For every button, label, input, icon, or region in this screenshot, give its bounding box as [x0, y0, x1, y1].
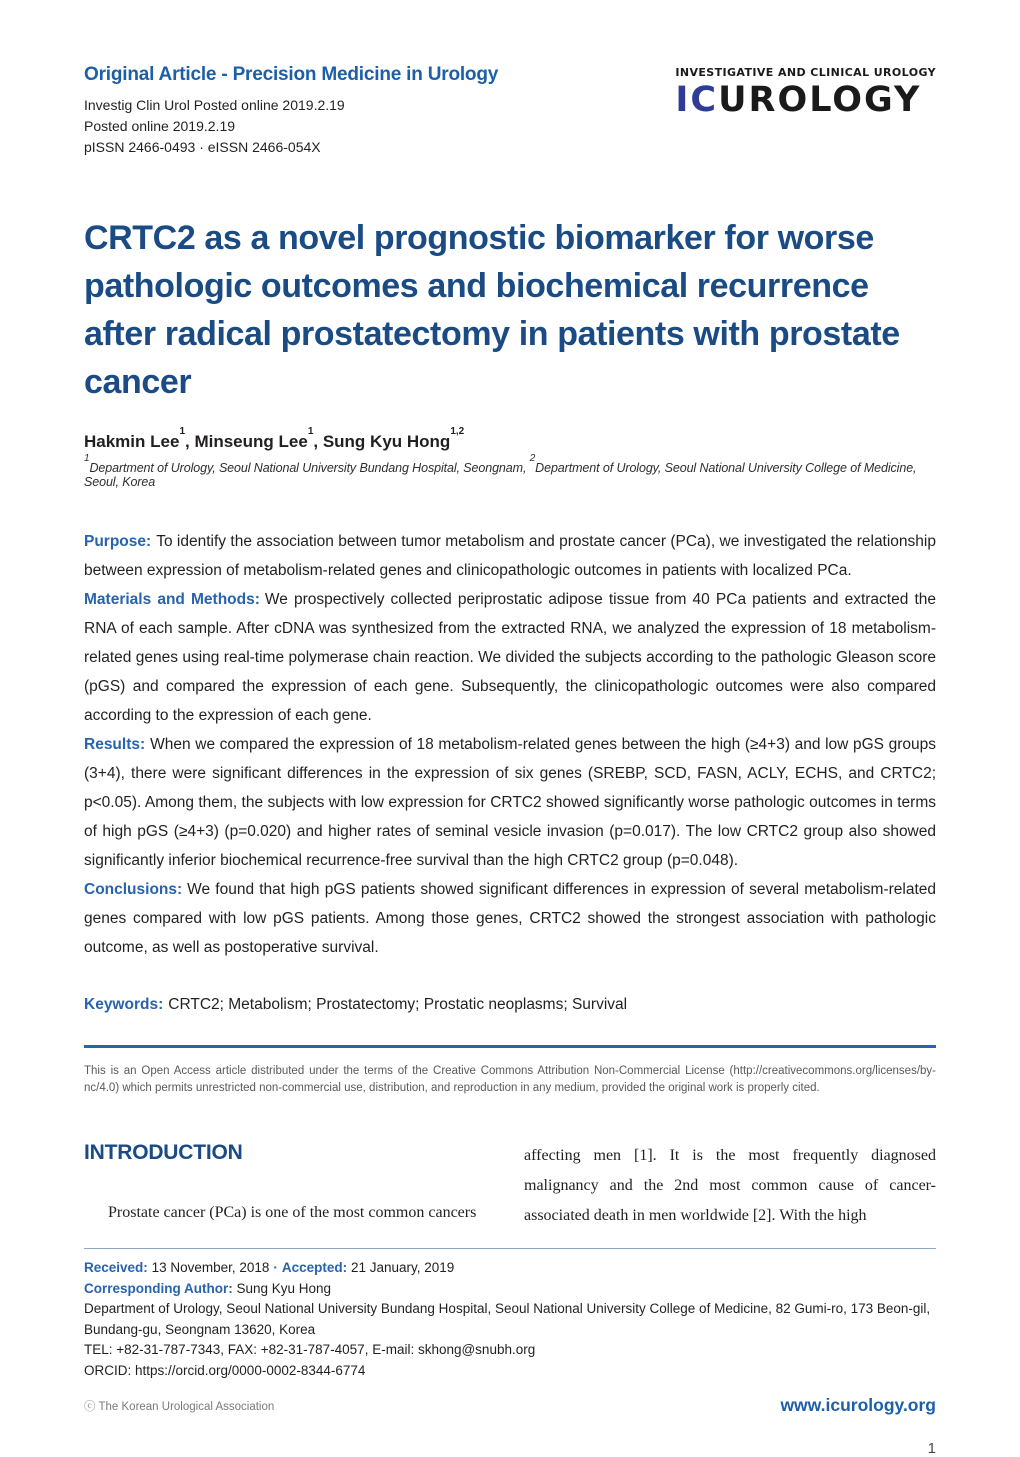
orcid-line[interactable]: ORCID: https://orcid.org/0000-0002-8344-6774 — [84, 1362, 366, 1378]
logo-tagline: INVESTIGATIVE AND CLINICAL UROLOGY — [675, 66, 936, 79]
article-title: CRTC2 as a novel prognostic biomarker for worse pathologic outcomes and biochemical recurrence after radical prostatectomy in patients with prostate cancer — [84, 219, 900, 401]
page-footer — [84, 1395, 936, 1416]
date-separator-dot: · — [273, 1260, 278, 1276]
journal-info-block — [84, 64, 498, 158]
corresponding-author-line — [84, 1279, 936, 1300]
keywords-label: Keywords: — [84, 996, 164, 1014]
results-text: When we compared the expression of 18 metabolism-related genes between the high (≥4+3) and low pGS groups (3+4), there were significant differences in the expression of six genes (SREBP, SCD, FASN, ACLY, ECHS, and CRTC2; p<0.05). Among them, the subjects with low expression for CRTC2 showed significantly worse pathologic outcomes in terms of high pGS (≥4+3) (p=0.020) and higher rates of seminal vesicle invasion (p=0.017). The low CRTC2 group also showed significantly inferior biochemical recurrence-free survival than the high CRTC2 group (p=0.048). — [84, 736, 936, 870]
logo-urology-text: UROLOGY — [718, 80, 922, 120]
abstract-results — [84, 730, 936, 875]
contact-line: TEL: +82-31-787-7343, FAX: +82-31-787-4057, E-mail: skhong@snubh.org — [84, 1342, 536, 1358]
article-type-label: Original Article - Precision Medicine in Urology — [84, 64, 499, 85]
introduction-section — [84, 1141, 936, 1231]
open-access-notice: This is an Open Access article distributed under the terms of the Creative Commons Attribution Non-Commercial License (http://creativecommons.org/licenses/by-nc/4.0) which permits unrestricted non-commercial use, distribution, and reproduction in any medium, provided the original work is properly cited. — [84, 1065, 936, 1095]
left-column — [84, 1141, 496, 1231]
issn-line: pISSN 2466-0493 · eISSN 2466-054X — [84, 139, 321, 155]
accepted-label: Accepted: — [281, 1260, 348, 1276]
posted-online-line: Posted online 2019.2.19 — [84, 118, 236, 134]
keywords-line — [84, 990, 936, 1019]
corresponding-author-label: Corresponding Author: — [84, 1280, 233, 1296]
author-2-affil-sup: 1 — [307, 426, 314, 438]
author-3: Sung Kyu Hong$^{1,2}$ — [322, 426, 465, 451]
abstract-methods — [84, 585, 936, 730]
introduction-heading: INTRODUCTION — [84, 1141, 243, 1165]
keywords-text: CRTC2; Metabolism; Prostatectomy; Prostatic neoplasms; Survival — [168, 996, 628, 1014]
accepted-date: 21 January, 2019 — [350, 1260, 455, 1276]
methods-label: Materials and Methods: — [84, 591, 260, 609]
journal-website-link[interactable]: www.icurology.org — [780, 1395, 936, 1416]
footnote-divider-rule — [84, 1248, 936, 1249]
page-header — [84, 64, 936, 158]
affiliation-1-sup: 1 — [84, 453, 90, 464]
logo-wordmark — [675, 81, 936, 119]
affiliation-1-text: Department of Urology, Seoul National University Bundang Hospital, Seongnam, — [89, 461, 530, 476]
page-number: 1 — [927, 1440, 936, 1457]
corresponding-author-name: Sung Kyu Hong — [236, 1280, 332, 1296]
results-label: Results: — [84, 736, 146, 754]
author-1-affil-sup: 1 — [179, 426, 185, 438]
journal-citation: Investig Clin Urol Posted online 2019.2.19 — [84, 97, 345, 113]
corresponding-address: Department of Urology, Seoul National University Bundang Hospital, Seoul National University College of Medicine, 82 Gumi-ro, 173 Beon-gil, Bundang-gu, Seongnam 13620, Korea — [84, 1301, 931, 1337]
abstract-conclusions — [84, 875, 936, 962]
affiliation-2-sup: 2 — [529, 453, 536, 464]
introduction-paragraph-left: Prostate cancer (PCa) is one of the most common cancers — [108, 1204, 477, 1222]
affiliation-2-text: Department of Urology, Seoul National University College of Medicine, Seoul, Korea — [84, 461, 917, 490]
author-2: Minseung Lee$^1$, — [194, 426, 323, 451]
abstract-block — [84, 527, 936, 1019]
introduction-paragraph-right: affecting men [1]. It is the most frequently diagnosed malignancy and the 2nd most common cause of cancer-associated death in men worldwide [2]. With the high — [524, 1147, 936, 1225]
section-divider-rule — [84, 1045, 936, 1048]
right-column — [524, 1141, 936, 1231]
copyright-notice: ⓒ The Korean Urological Association — [84, 1400, 275, 1413]
purpose-label: Purpose: — [84, 533, 152, 551]
authors-line — [84, 426, 936, 452]
received-accepted-line — [84, 1258, 936, 1279]
author-3-affil-sup: 1,2 — [450, 426, 465, 438]
abstract-purpose — [84, 527, 936, 585]
correspondence-block — [84, 1258, 936, 1381]
journal-logo — [675, 64, 936, 119]
conclusions-text: We found that high pGS patients showed significant differences in expression of several metabolism-related genes compared with low pGS patients. Among those genes, CRTC2 showed the strongest association with pathologic outcome, as well as postoperative survival. — [84, 881, 936, 957]
received-label: Received: — [84, 1260, 148, 1276]
logo-ic-text: IC — [675, 80, 719, 120]
purpose-text: To identify the association between tumor metabolism and prostate cancer (PCa), we investigated the relationship between expression of metabolism-related genes and clinicopathologic outcomes in patients with localized PCa. — [84, 533, 936, 580]
conclusions-label: Conclusions: — [84, 881, 183, 899]
author-1: Hakmin Lee$^1$, — [84, 426, 195, 451]
methods-text: We prospectively collected periprostatic adipose tissue from 40 PCa patients and extracted the RNA of each sample. After cDNA was synthesized from the extracted RNA, we analyzed the expression of 18 metabolism-related genes using real-time polymerase chain reaction. We divided the subjects according to the pathologic Gleason score (pGS) and compared the expression of each gene. Subsequently, the clinicopathologic outcomes were also compared according to the expression of each gene. — [84, 591, 937, 725]
received-date: 13 November, 2018 — [151, 1260, 270, 1276]
affiliations-line — [84, 453, 936, 490]
